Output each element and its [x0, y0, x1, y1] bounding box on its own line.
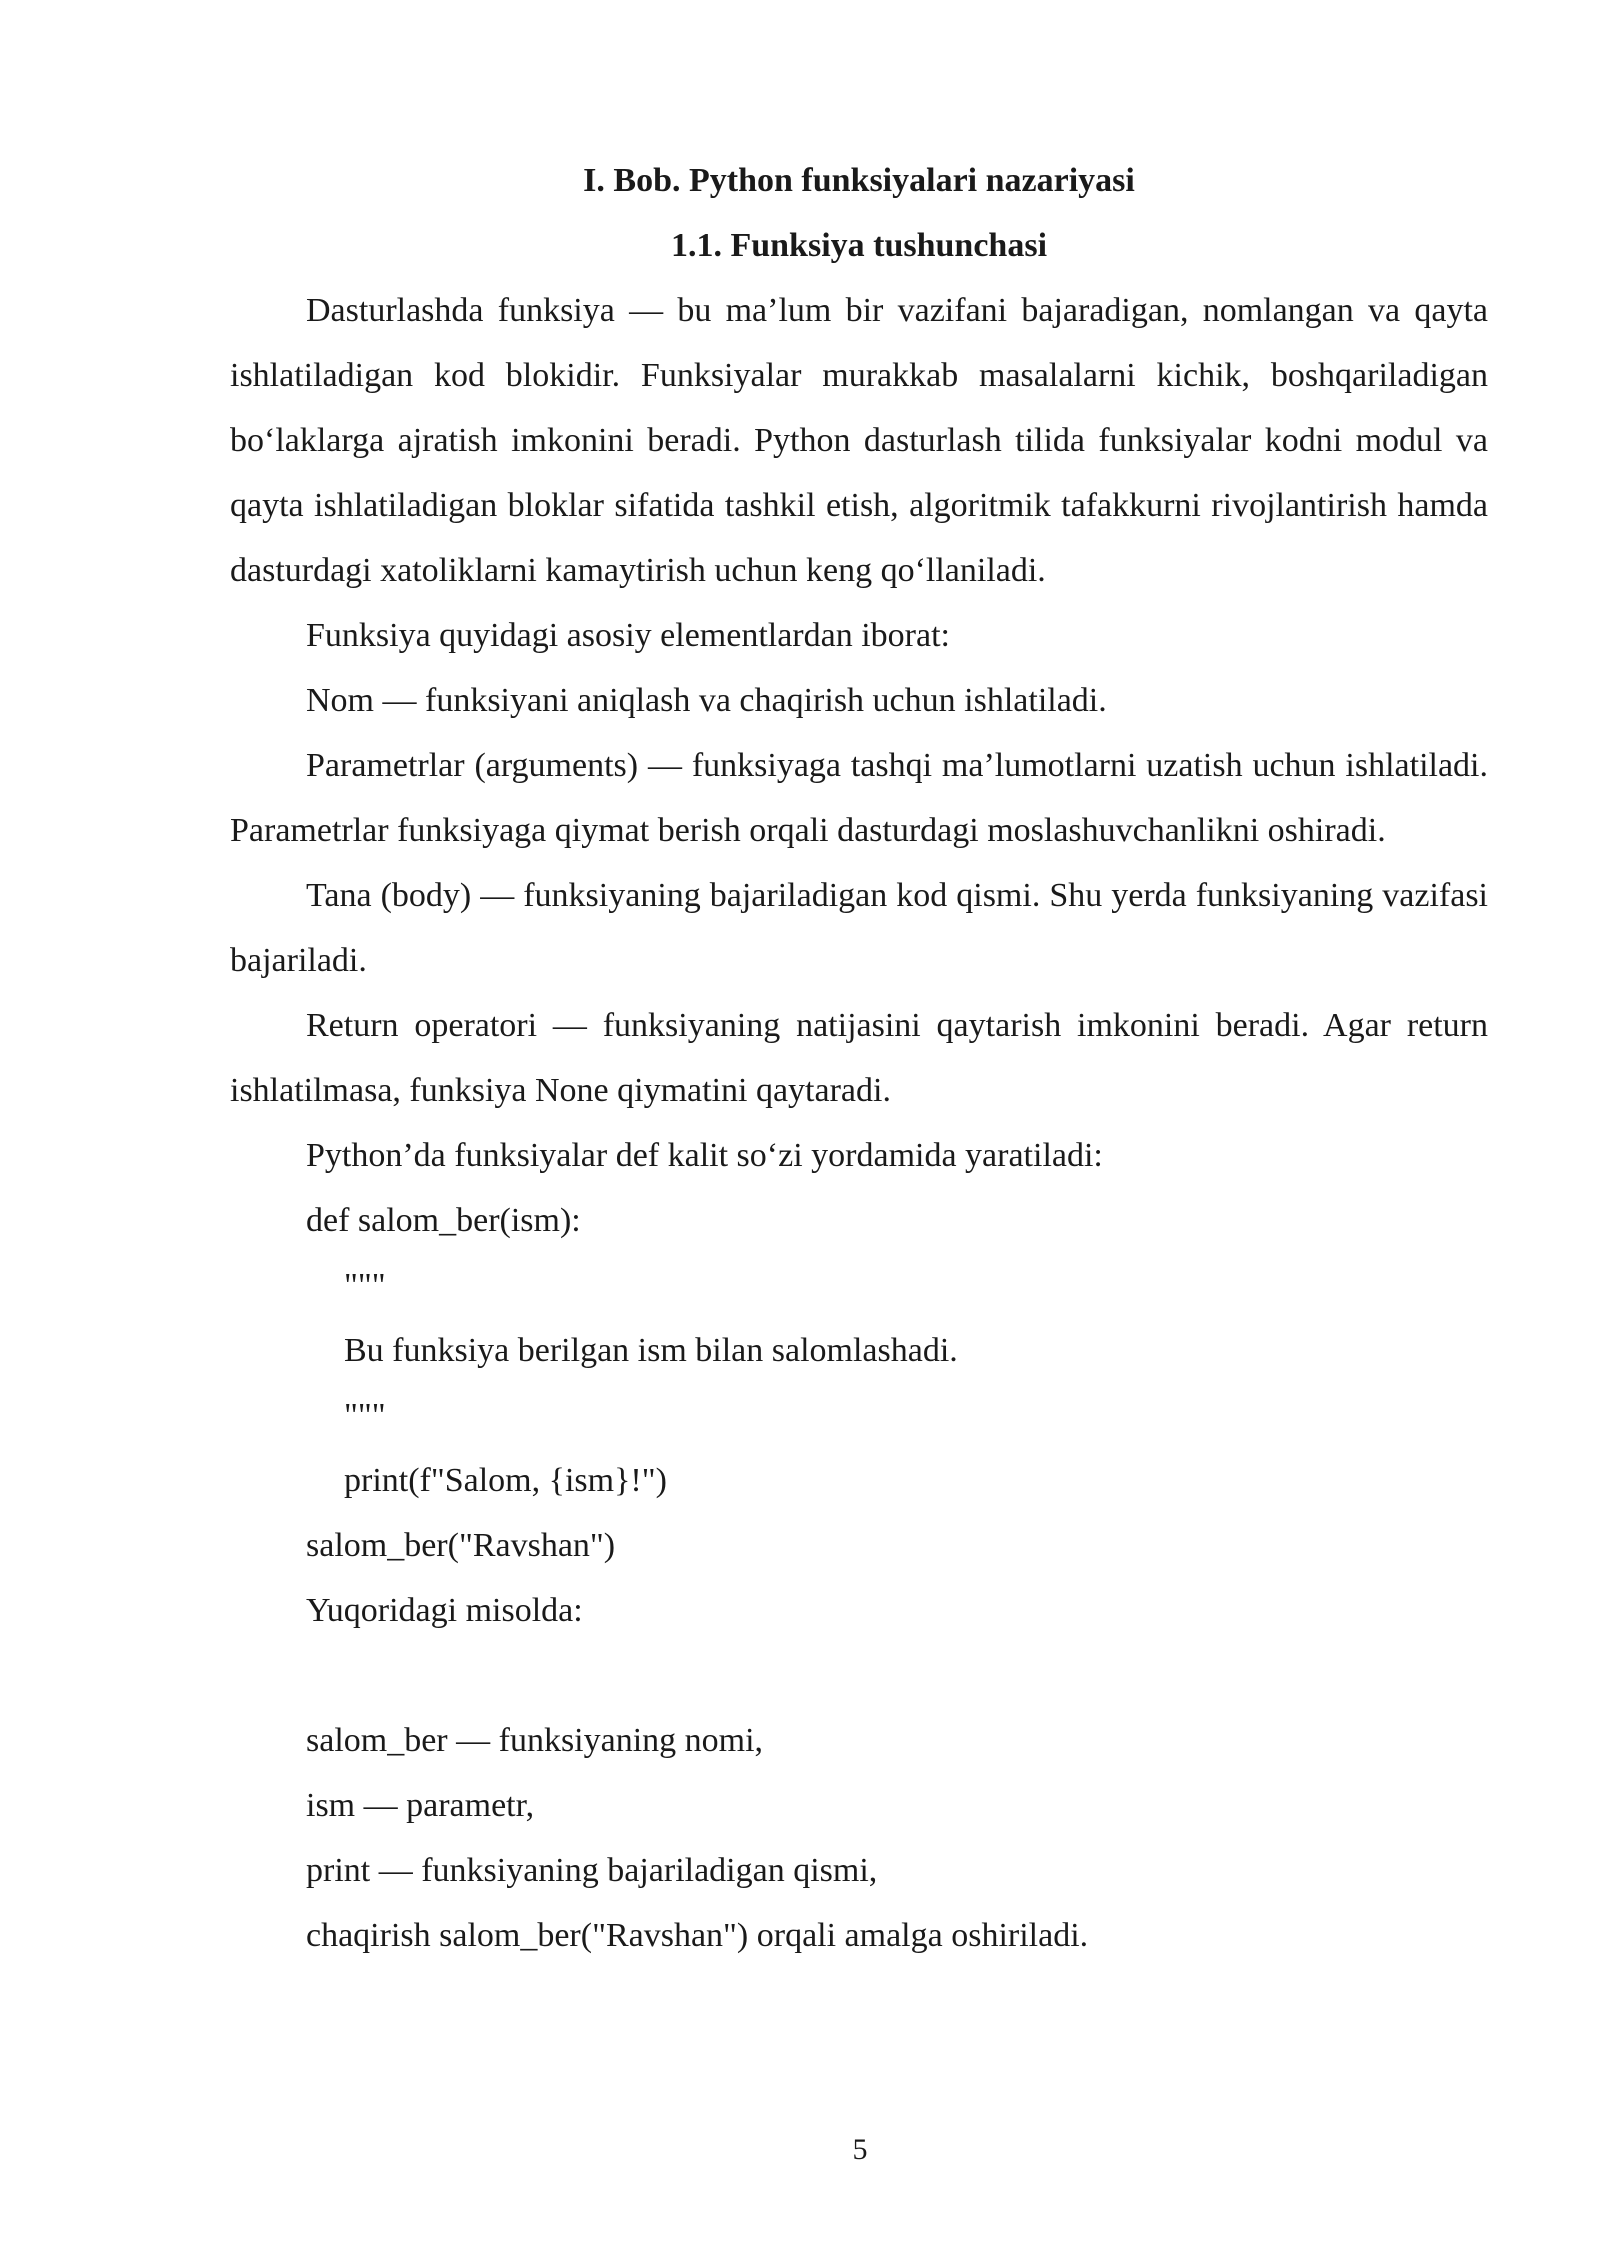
explanation-intro: Yuqoridagi misolda: — [306, 1592, 583, 1629]
explanation-list — [230, 1708, 1488, 1968]
elements-intro-paragraph: Funksiya quyidagi asosiy elementlardan iborat: — [306, 617, 950, 654]
explanation-item-body: print — funksiyaning bajariladigan qismi, — [306, 1852, 878, 1889]
code-call-line: salom_ber("Ravshan") — [306, 1527, 616, 1564]
code-print-line: print(f"Salom, {ism}!") — [344, 1462, 667, 1499]
explanation-item-name: salom_ber — funksiyaning nomi, — [306, 1722, 764, 1759]
intro-paragraph: Dasturlashda funksiya — bu ma’lum bir vazifani bajaradigan, nomlangan va qayta ishlatiladigan kod blokidir. Funksiyalar murakkab masalalarni kichik, boshqariladigan bo‘laklarga ajratish imkonini beradi. Python dasturlash tilida funksiyalar kodni modul va qayta ishlatiladigan bloklar sifatida tashkil etish, algoritmik tafakkurni rivojlantirish hamda dasturdagi xatoliklarni kamaytirish uchun keng qo‘llaniladi. — [230, 292, 1488, 589]
explanation-item-parameter: ism — parametr, — [306, 1787, 535, 1824]
code-docstring-open: """ — [344, 1267, 386, 1304]
parametrlar-paragraph: Parametrlar (arguments) — funksiyaga tashqi ma’lumotlarni uzatish uchun ishlatiladi. Parametrlar funksiyaga qiymat berish orqali dasturdagi moslashuvchanlikni oshiradi. — [230, 747, 1488, 849]
return-paragraph: Return operatori — funksiyaning natijasini qaytarish imkonini beradi. Agar return ishlatilmasa, funksiya None qiymatini qaytaradi. — [230, 1007, 1488, 1109]
code-def-line: def salom_ber(ism): — [306, 1202, 581, 1239]
code-example — [230, 1188, 1488, 1578]
blank-line — [230, 1643, 1488, 1708]
nom-paragraph: Nom — funksiyani aniqlash va chaqirish uchun ishlatiladi. — [306, 682, 1107, 719]
page-content — [230, 148, 1488, 1968]
code-docstring-close: """ — [344, 1397, 386, 1434]
code-docstring-text: Bu funksiya berilgan ism bilan salomlashadi. — [344, 1332, 958, 1369]
chapter-title: I. Bob. Python funksiyalari nazariyasi — [583, 162, 1135, 199]
def-intro-paragraph: Python’da funksiyalar def kalit so‘zi yordamida yaratiladi: — [306, 1137, 1103, 1174]
section-title: 1.1. Funksiya tushunchasi — [670, 227, 1048, 264]
page-number: 5 — [852, 2133, 868, 2166]
tana-paragraph: Tana (body) — funksiyaning bajariladigan kod qismi. Shu yerda funksiyaning vazifasi bajariladi. — [230, 877, 1488, 979]
explanation-item-call: chaqirish salom_ber("Ravshan") orqali amalga oshiriladi. — [306, 1917, 1089, 1954]
